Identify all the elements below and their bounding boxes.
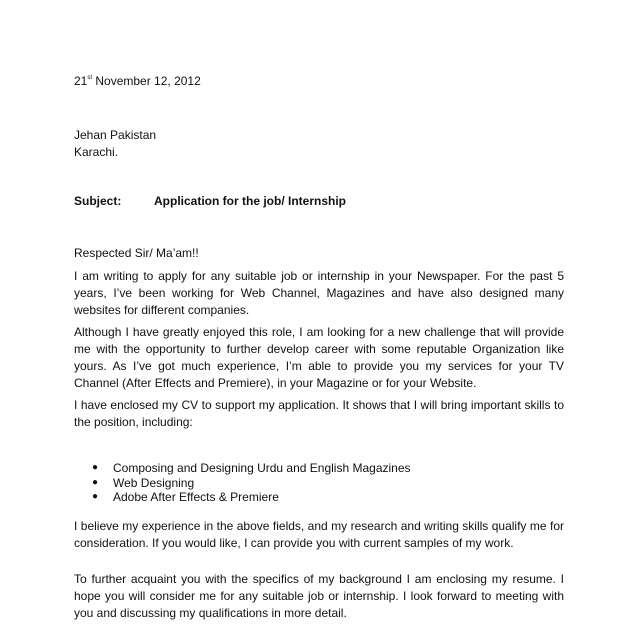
paragraph-4: I believe my experience in the above fields, and my research and writing skills qualify me for consideration. If you would like, I can provide you with current samples of my work. <box>74 519 564 550</box>
subject-label: Subject: <box>74 194 122 208</box>
letter-date <box>74 73 564 90</box>
skill-text: Web Designing <box>113 475 195 490</box>
skills-list <box>92 461 411 505</box>
skill-text: Composing and Designing Urdu and English Magazines <box>113 461 411 475</box>
address-line-1: Jehan Pakistan <box>74 128 157 142</box>
date-suffix: st <box>87 75 93 81</box>
paragraph-1: I am writing to apply for any suitable job or internship in your Newspaper. For the past 5 years, I’ve been working for Web Channel, Magazines and have also designed many websites for different companies. <box>74 269 564 317</box>
paragraph-3: I have enclosed my CV to support my application. It shows that I will bring important skills to the position, including: <box>74 398 564 429</box>
bullet-icon: ● <box>92 476 99 488</box>
salutation: Respected Sir/ Ma’am!! <box>74 246 199 260</box>
bullet-icon: ● <box>92 491 99 502</box>
list-item <box>92 476 411 491</box>
recipient-address <box>74 127 564 161</box>
list-item <box>92 490 411 505</box>
bullet-icon: ● <box>92 462 99 473</box>
address-line-2: Karachi. <box>74 145 119 159</box>
skill-text: Adobe After Effects & Premiere <box>113 490 279 504</box>
subject-text: Application for the job/ Internship <box>154 194 346 208</box>
list-item <box>92 461 411 476</box>
paragraph-2: Although I have greatly enjoyed this role, I am looking for a new challenge that will provide me with the opportunity to further develop career with some reputable Organization like yours. As I’ve got much experience, I’m able to provide you my services for your TV Channel (After Effects and Premiere), in your Magazine or for your Website. <box>74 325 564 390</box>
subject-line <box>74 193 564 210</box>
date-rest: November 12, 2012 <box>92 74 201 88</box>
paragraph-5: To further acquaint you with the specifics of my background I am enclosing my resume. I hope you will consider me for any suitable job or internship. I look forward to meeting with you and discussing my qualifications in more detail. <box>74 572 564 620</box>
date-day: 21 <box>74 74 88 88</box>
